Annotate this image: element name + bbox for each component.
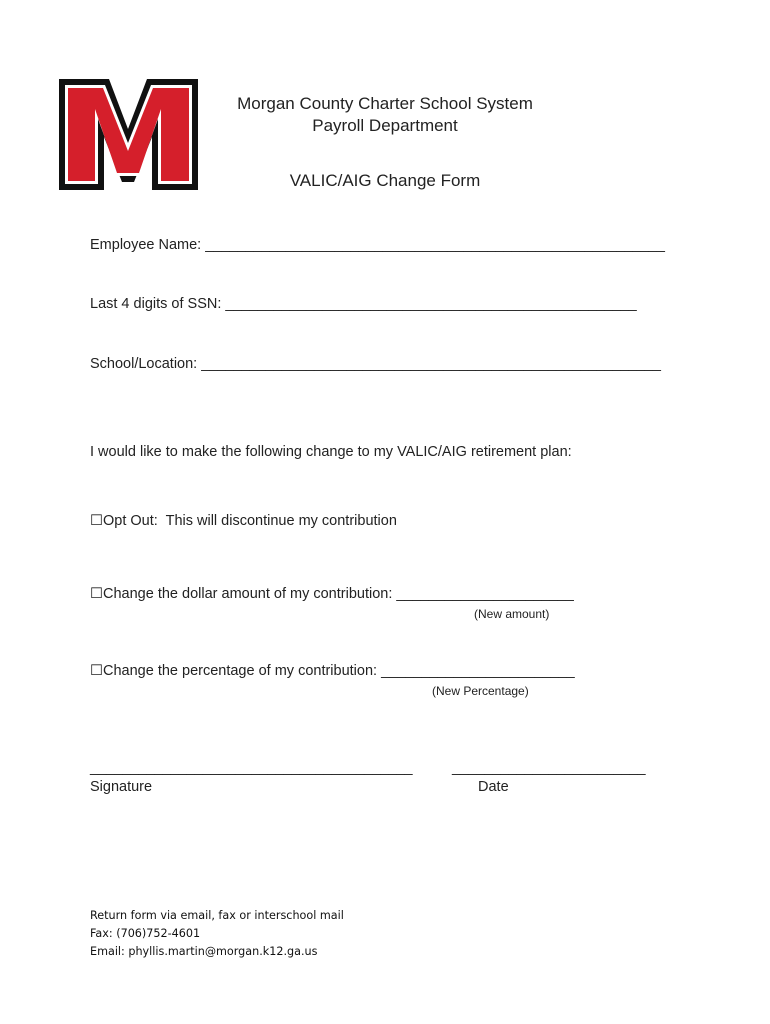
org-name: Morgan County Charter School System	[237, 94, 533, 113]
school-logo	[57, 77, 200, 192]
employee-name-field[interactable]: Employee Name: _________________________________________________________	[90, 237, 665, 253]
fax-number: Fax: (706)752-4601	[90, 927, 201, 940]
new-amount-hint: (New amount)	[474, 607, 550, 621]
m-logo-icon	[57, 77, 200, 192]
return-instructions: Return form via email, fax or interschool mail	[90, 909, 344, 922]
change-intro-text: I would like to make the following change to my VALIC/AIG retirement plan:	[90, 444, 572, 460]
signature-line[interactable]: ________________________________________	[90, 760, 413, 776]
department-name: Payroll Department	[312, 116, 458, 135]
ssn-field[interactable]: Last 4 digits of SSN: ___________________________________________________	[90, 296, 637, 312]
date-label: Date	[478, 779, 509, 795]
opt-out-checkbox[interactable]: ☐Opt Out: This will discontinue my contribution	[90, 513, 397, 529]
date-line[interactable]: ________________________	[452, 760, 646, 776]
contact-email[interactable]: Email: phyllis.martin@morgan.k12.ga.us	[90, 945, 318, 958]
location-field[interactable]: School/Location: _________________________________________________________	[90, 356, 661, 372]
dollar-change-checkbox[interactable]: ☐Change the dollar amount of my contribution: ______________________	[90, 586, 574, 602]
form-title: VALIC/AIG Change Form	[289, 171, 481, 190]
new-percentage-hint: (New Percentage)	[432, 684, 529, 698]
signature-label: Signature	[90, 779, 153, 795]
percent-change-checkbox[interactable]: ☐Change the percentage of my contribution: ________________________	[90, 663, 575, 679]
